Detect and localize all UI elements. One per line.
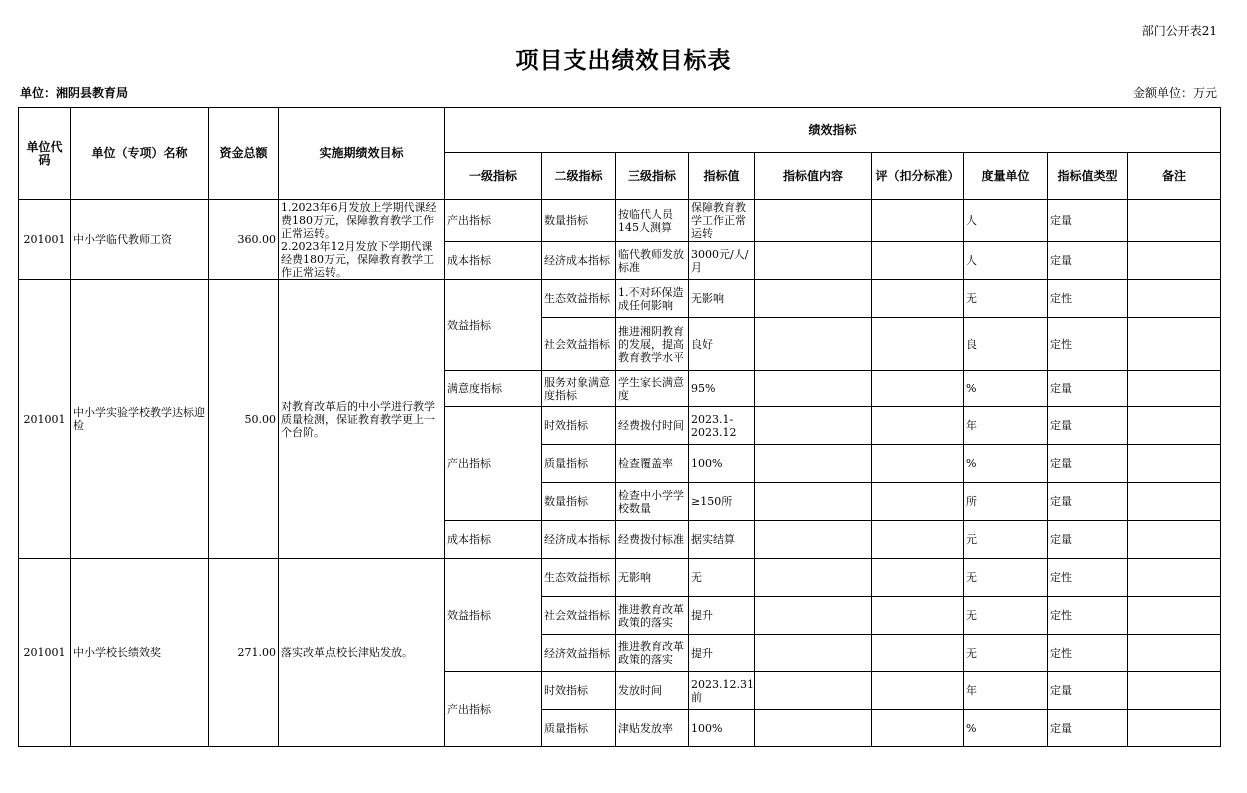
level2-indicator-text: 经济成本指标 (544, 533, 610, 546)
project-name (71, 280, 209, 559)
value-type (1048, 672, 1128, 710)
header-measure-unit: 度量单位 (964, 153, 1048, 200)
level3-indicator (616, 318, 689, 371)
value-type-text: 定量 (1050, 721, 1072, 735)
measure-unit-text: 良 (966, 337, 977, 351)
level2-indicator (542, 597, 616, 635)
indicator-value-text: 95% (691, 382, 716, 395)
level3-indicator (616, 710, 689, 747)
measure-unit (964, 200, 1048, 242)
indicator-value-text: 3000元/人/月 (691, 247, 749, 274)
level3-indicator-text: 津贴发放率 (618, 721, 673, 735)
score-standard (872, 200, 964, 242)
level1-indicator-text: 成本指标 (447, 533, 491, 546)
measure-unit-text: % (966, 457, 977, 470)
project-code (19, 200, 71, 280)
value-type (1048, 318, 1128, 371)
measure-unit (964, 635, 1048, 672)
project-total-text: 271.00 (237, 646, 276, 659)
remark (1128, 635, 1221, 672)
remark (1128, 407, 1221, 445)
measure-unit-text: 所 (966, 495, 977, 508)
header-code: 单位代码 (19, 108, 71, 200)
measure-unit-text: % (966, 721, 977, 735)
indicator-value-text: 据实结算 (691, 533, 735, 546)
level2-indicator (542, 521, 616, 559)
level1-indicator-text: 产出指标 (447, 702, 491, 716)
value-type (1048, 710, 1128, 747)
level2-indicator (542, 200, 616, 242)
measure-unit-text: % (966, 382, 977, 395)
level1-indicator (445, 407, 542, 521)
indicator-value (689, 559, 755, 597)
header-score: 评（扣分标准） (872, 153, 964, 200)
level1-indicator-text: 产出指标 (447, 214, 491, 227)
measure-unit (964, 483, 1048, 521)
indicator-value (689, 597, 755, 635)
indicator-value-text: 提升 (691, 609, 713, 622)
level3-indicator-text: 按临代人员145人测算 (618, 207, 673, 234)
indicator-value (689, 242, 755, 280)
indicator-content (755, 200, 872, 242)
indicator-value-text: 无 (691, 571, 702, 584)
indicator-value (689, 445, 755, 483)
level2-indicator (542, 559, 616, 597)
header-goal: 实施期绩效目标 (279, 108, 445, 200)
level2-indicator-text: 社会效益指标 (544, 337, 610, 351)
score-standard (872, 242, 964, 280)
value-type-text: 定量 (1050, 382, 1072, 395)
indicator-value-text: 良好 (691, 337, 713, 351)
value-type-text: 定量 (1050, 214, 1072, 227)
indicator-value-text: 2023.1-2023.12 (691, 412, 737, 439)
level2-indicator-text: 社会效益指标 (544, 609, 610, 622)
remark (1128, 371, 1221, 407)
value-type-text: 定量 (1050, 533, 1072, 546)
page-title: 项目支出绩效目标表 (515, 47, 732, 74)
level3-indicator (616, 521, 689, 559)
measure-unit-text: 元 (966, 533, 977, 546)
level3-indicator-text: 检查中小学学校数量 (618, 488, 684, 515)
value-type-text: 定性 (1050, 337, 1072, 351)
header-indicators: 绩效指标 (445, 108, 1221, 153)
project-total (209, 280, 279, 559)
level3-indicator-text: 无影响 (618, 571, 651, 584)
header-level1: 一级指标 (445, 153, 542, 200)
level2-indicator (542, 280, 616, 318)
level3-indicator-text: 推进湘阴教育的发展，提高教育教学水平 (618, 324, 684, 364)
project-goal (279, 200, 445, 280)
indicator-value-text: 无影响 (691, 292, 724, 305)
header-total: 资金总额 (209, 108, 279, 200)
table-body (19, 200, 1221, 747)
remark (1128, 318, 1221, 371)
money-unit-label: 金额单位：万元 (1132, 86, 1217, 100)
indicator-content (755, 242, 872, 280)
indicator-value (689, 318, 755, 371)
score-standard (872, 635, 964, 672)
indicator-content (755, 371, 872, 407)
value-type-text: 定性 (1050, 646, 1072, 660)
measure-unit-text: 无 (966, 292, 977, 305)
indicator-value (689, 280, 755, 318)
table-row (19, 559, 1221, 597)
level3-indicator-text: 学生家长满意度 (618, 375, 684, 402)
value-type (1048, 280, 1128, 318)
indicator-value-text: 保障教育教学工作正常运转 (691, 201, 746, 240)
indicator-value (689, 521, 755, 559)
level1-indicator-text: 成本指标 (447, 254, 491, 267)
level3-indicator (616, 635, 689, 672)
level3-indicator (616, 597, 689, 635)
level3-indicator (616, 672, 689, 710)
measure-unit-text: 无 (966, 609, 977, 622)
form-number: 部门公开表21 (1141, 24, 1217, 38)
indicator-content (755, 280, 872, 318)
project-total (209, 559, 279, 747)
level1-indicator (445, 280, 542, 371)
level2-indicator (542, 635, 616, 672)
project-code (19, 559, 71, 747)
level3-indicator-text: 检查覆盖率 (618, 457, 673, 470)
header-name: 单位（专项）名称 (71, 108, 209, 200)
level3-indicator-text: 推进教育改革政策的落实 (618, 602, 684, 629)
level2-indicator-text: 数量指标 (544, 495, 588, 508)
level3-indicator-text: 1.不对环保造成任何影响 (618, 285, 684, 312)
project-name-text: 中小学校长绩效奖 (73, 646, 161, 659)
level3-indicator-text: 推进教育改革政策的落实 (618, 640, 684, 666)
value-type (1048, 635, 1128, 672)
indicator-value (689, 200, 755, 242)
indicator-content (755, 635, 872, 672)
value-type (1048, 521, 1128, 559)
level1-indicator (445, 521, 542, 559)
score-standard (872, 318, 964, 371)
remark (1128, 597, 1221, 635)
indicator-content (755, 445, 872, 483)
measure-unit-text: 无 (966, 646, 977, 660)
level3-indicator (616, 280, 689, 318)
indicator-value (689, 635, 755, 672)
score-standard (872, 559, 964, 597)
remark (1128, 445, 1221, 483)
header-level2: 二级指标 (542, 153, 616, 200)
score-standard (872, 672, 964, 710)
level1-indicator (445, 242, 542, 280)
measure-unit (964, 280, 1048, 318)
measure-unit-text: 无 (966, 571, 977, 584)
level3-indicator-text: 经费拨付标准 (618, 533, 684, 546)
indicator-value (689, 371, 755, 407)
project-goal-text: 1.2023年6月发放上学期代课经费180万元，保障教育教学工作正常运转。 2.2023年12月发放下学期代课经费180万元，保障教育教学工作正常运转。 (281, 201, 437, 279)
value-type (1048, 597, 1128, 635)
project-code-text: 201001 (23, 646, 66, 659)
indicator-value (689, 672, 755, 710)
level3-indicator (616, 559, 689, 597)
remark (1128, 521, 1221, 559)
value-type-text: 定量 (1050, 419, 1072, 432)
value-type (1048, 200, 1128, 242)
level2-indicator (542, 318, 616, 371)
project-goal-text: 对教育改革后的中小学进行教学质量检测，保证教育教学更上一个台阶。 (281, 399, 435, 439)
measure-unit (964, 521, 1048, 559)
table-row (19, 280, 1221, 318)
score-standard (872, 597, 964, 635)
level1-indicator-text: 效益指标 (447, 318, 491, 332)
remark (1128, 280, 1221, 318)
indicator-content (755, 407, 872, 445)
indicator-content (755, 672, 872, 710)
project-goal-text: 落实改革点校长津贴发放。 (281, 646, 413, 659)
level2-indicator-text: 数量指标 (544, 214, 588, 227)
level1-indicator-text: 满意度指标 (447, 382, 502, 395)
table-row (19, 200, 1221, 242)
indicator-value (689, 483, 755, 521)
level3-indicator (616, 407, 689, 445)
remark (1128, 559, 1221, 597)
unit-label: 单位：湘阴县教育局 (20, 86, 129, 100)
score-standard (872, 483, 964, 521)
value-type-text: 定性 (1050, 571, 1072, 584)
level2-indicator-text: 经济成本指标 (544, 254, 610, 267)
score-standard (872, 371, 964, 407)
level2-indicator-text: 服务对象满意度指标 (544, 375, 610, 402)
level2-indicator-text: 质量指标 (544, 457, 588, 470)
project-total (209, 200, 279, 280)
level2-indicator (542, 710, 616, 747)
score-standard (872, 710, 964, 747)
value-type (1048, 242, 1128, 280)
level2-indicator (542, 407, 616, 445)
indicator-value-text: 100% (691, 721, 723, 735)
level2-indicator (542, 483, 616, 521)
project-code-text: 201001 (23, 412, 66, 426)
indicator-content (755, 559, 872, 597)
indicator-value-text: ≥150所 (691, 495, 733, 508)
performance-table (18, 107, 1221, 747)
measure-unit (964, 318, 1048, 371)
remark (1128, 672, 1221, 710)
project-code (19, 280, 71, 559)
level3-indicator (616, 242, 689, 280)
measure-unit (964, 445, 1048, 483)
level3-indicator-text: 经费拨付时间 (618, 419, 684, 432)
remark (1128, 710, 1221, 747)
level2-indicator-text: 时效指标 (544, 684, 588, 697)
score-standard (872, 445, 964, 483)
measure-unit-text: 年 (966, 684, 977, 697)
indicator-content (755, 710, 872, 747)
score-standard (872, 521, 964, 559)
indicator-content (755, 597, 872, 635)
project-goal (279, 559, 445, 747)
value-type (1048, 407, 1128, 445)
level2-indicator-text: 生态效益指标 (544, 571, 610, 584)
value-type (1048, 445, 1128, 483)
header-value: 指标值 (689, 153, 755, 200)
indicator-content (755, 318, 872, 371)
level1-indicator (445, 371, 542, 407)
project-code-text: 201001 (23, 233, 66, 246)
header-level3: 三级指标 (616, 153, 689, 200)
level3-indicator-text: 发放时间 (618, 684, 662, 697)
level3-indicator (616, 445, 689, 483)
header-remark: 备注 (1128, 153, 1221, 200)
value-type-text: 定量 (1050, 495, 1072, 508)
project-goal (279, 280, 445, 559)
remark (1128, 242, 1221, 280)
level2-indicator-text: 质量指标 (544, 721, 588, 735)
value-type-text: 定性 (1050, 292, 1072, 305)
measure-unit-text: 人 (966, 254, 977, 267)
measure-unit (964, 597, 1048, 635)
value-type (1048, 371, 1128, 407)
value-type-text: 定量 (1050, 457, 1072, 470)
measure-unit (964, 559, 1048, 597)
level1-indicator (445, 559, 542, 672)
project-name (71, 559, 209, 747)
measure-unit (964, 371, 1048, 407)
value-type-text: 定性 (1050, 609, 1072, 622)
score-standard (872, 280, 964, 318)
value-type-text: 定量 (1050, 684, 1072, 697)
level2-indicator-text: 经济效益指标 (544, 646, 610, 660)
value-type (1048, 559, 1128, 597)
level2-indicator (542, 672, 616, 710)
level2-indicator-text: 时效指标 (544, 419, 588, 432)
indicator-content (755, 483, 872, 521)
measure-unit-text: 年 (966, 419, 977, 432)
indicator-value-text: 100% (691, 457, 723, 470)
level2-indicator-text: 生态效益指标 (544, 292, 610, 305)
project-total-text: 360.00 (237, 233, 276, 246)
header-value-type: 指标值类型 (1048, 153, 1128, 200)
indicator-value (689, 710, 755, 747)
level2-indicator (542, 371, 616, 407)
level1-indicator (445, 200, 542, 242)
level2-indicator (542, 445, 616, 483)
remark (1128, 200, 1221, 242)
project-total-text: 50.00 (244, 412, 276, 426)
level3-indicator-text: 临代教师发放标准 (618, 247, 684, 274)
level3-indicator (616, 200, 689, 242)
remark (1128, 483, 1221, 521)
project-name-text: 中小学临代教师工资 (73, 233, 172, 246)
level3-indicator (616, 483, 689, 521)
project-name-text: 中小学实验学校教学达标迎检 (73, 406, 205, 432)
measure-unit (964, 242, 1048, 280)
indicator-value-text: 2023.12.31前 (691, 677, 754, 704)
indicator-value-text: 提升 (691, 646, 713, 660)
measure-unit-text: 人 (966, 214, 977, 227)
level1-indicator (445, 672, 542, 747)
indicator-content (755, 521, 872, 559)
indicator-value (689, 407, 755, 445)
level1-indicator-text: 效益指标 (447, 608, 491, 622)
level2-indicator (542, 242, 616, 280)
value-type-text: 定量 (1050, 254, 1072, 267)
project-name (71, 200, 209, 280)
score-standard (872, 407, 964, 445)
value-type (1048, 483, 1128, 521)
header-content: 指标值内容 (755, 153, 872, 200)
measure-unit (964, 710, 1048, 747)
level3-indicator (616, 371, 689, 407)
measure-unit (964, 407, 1048, 445)
level1-indicator-text: 产出指标 (447, 457, 491, 470)
measure-unit (964, 672, 1048, 710)
